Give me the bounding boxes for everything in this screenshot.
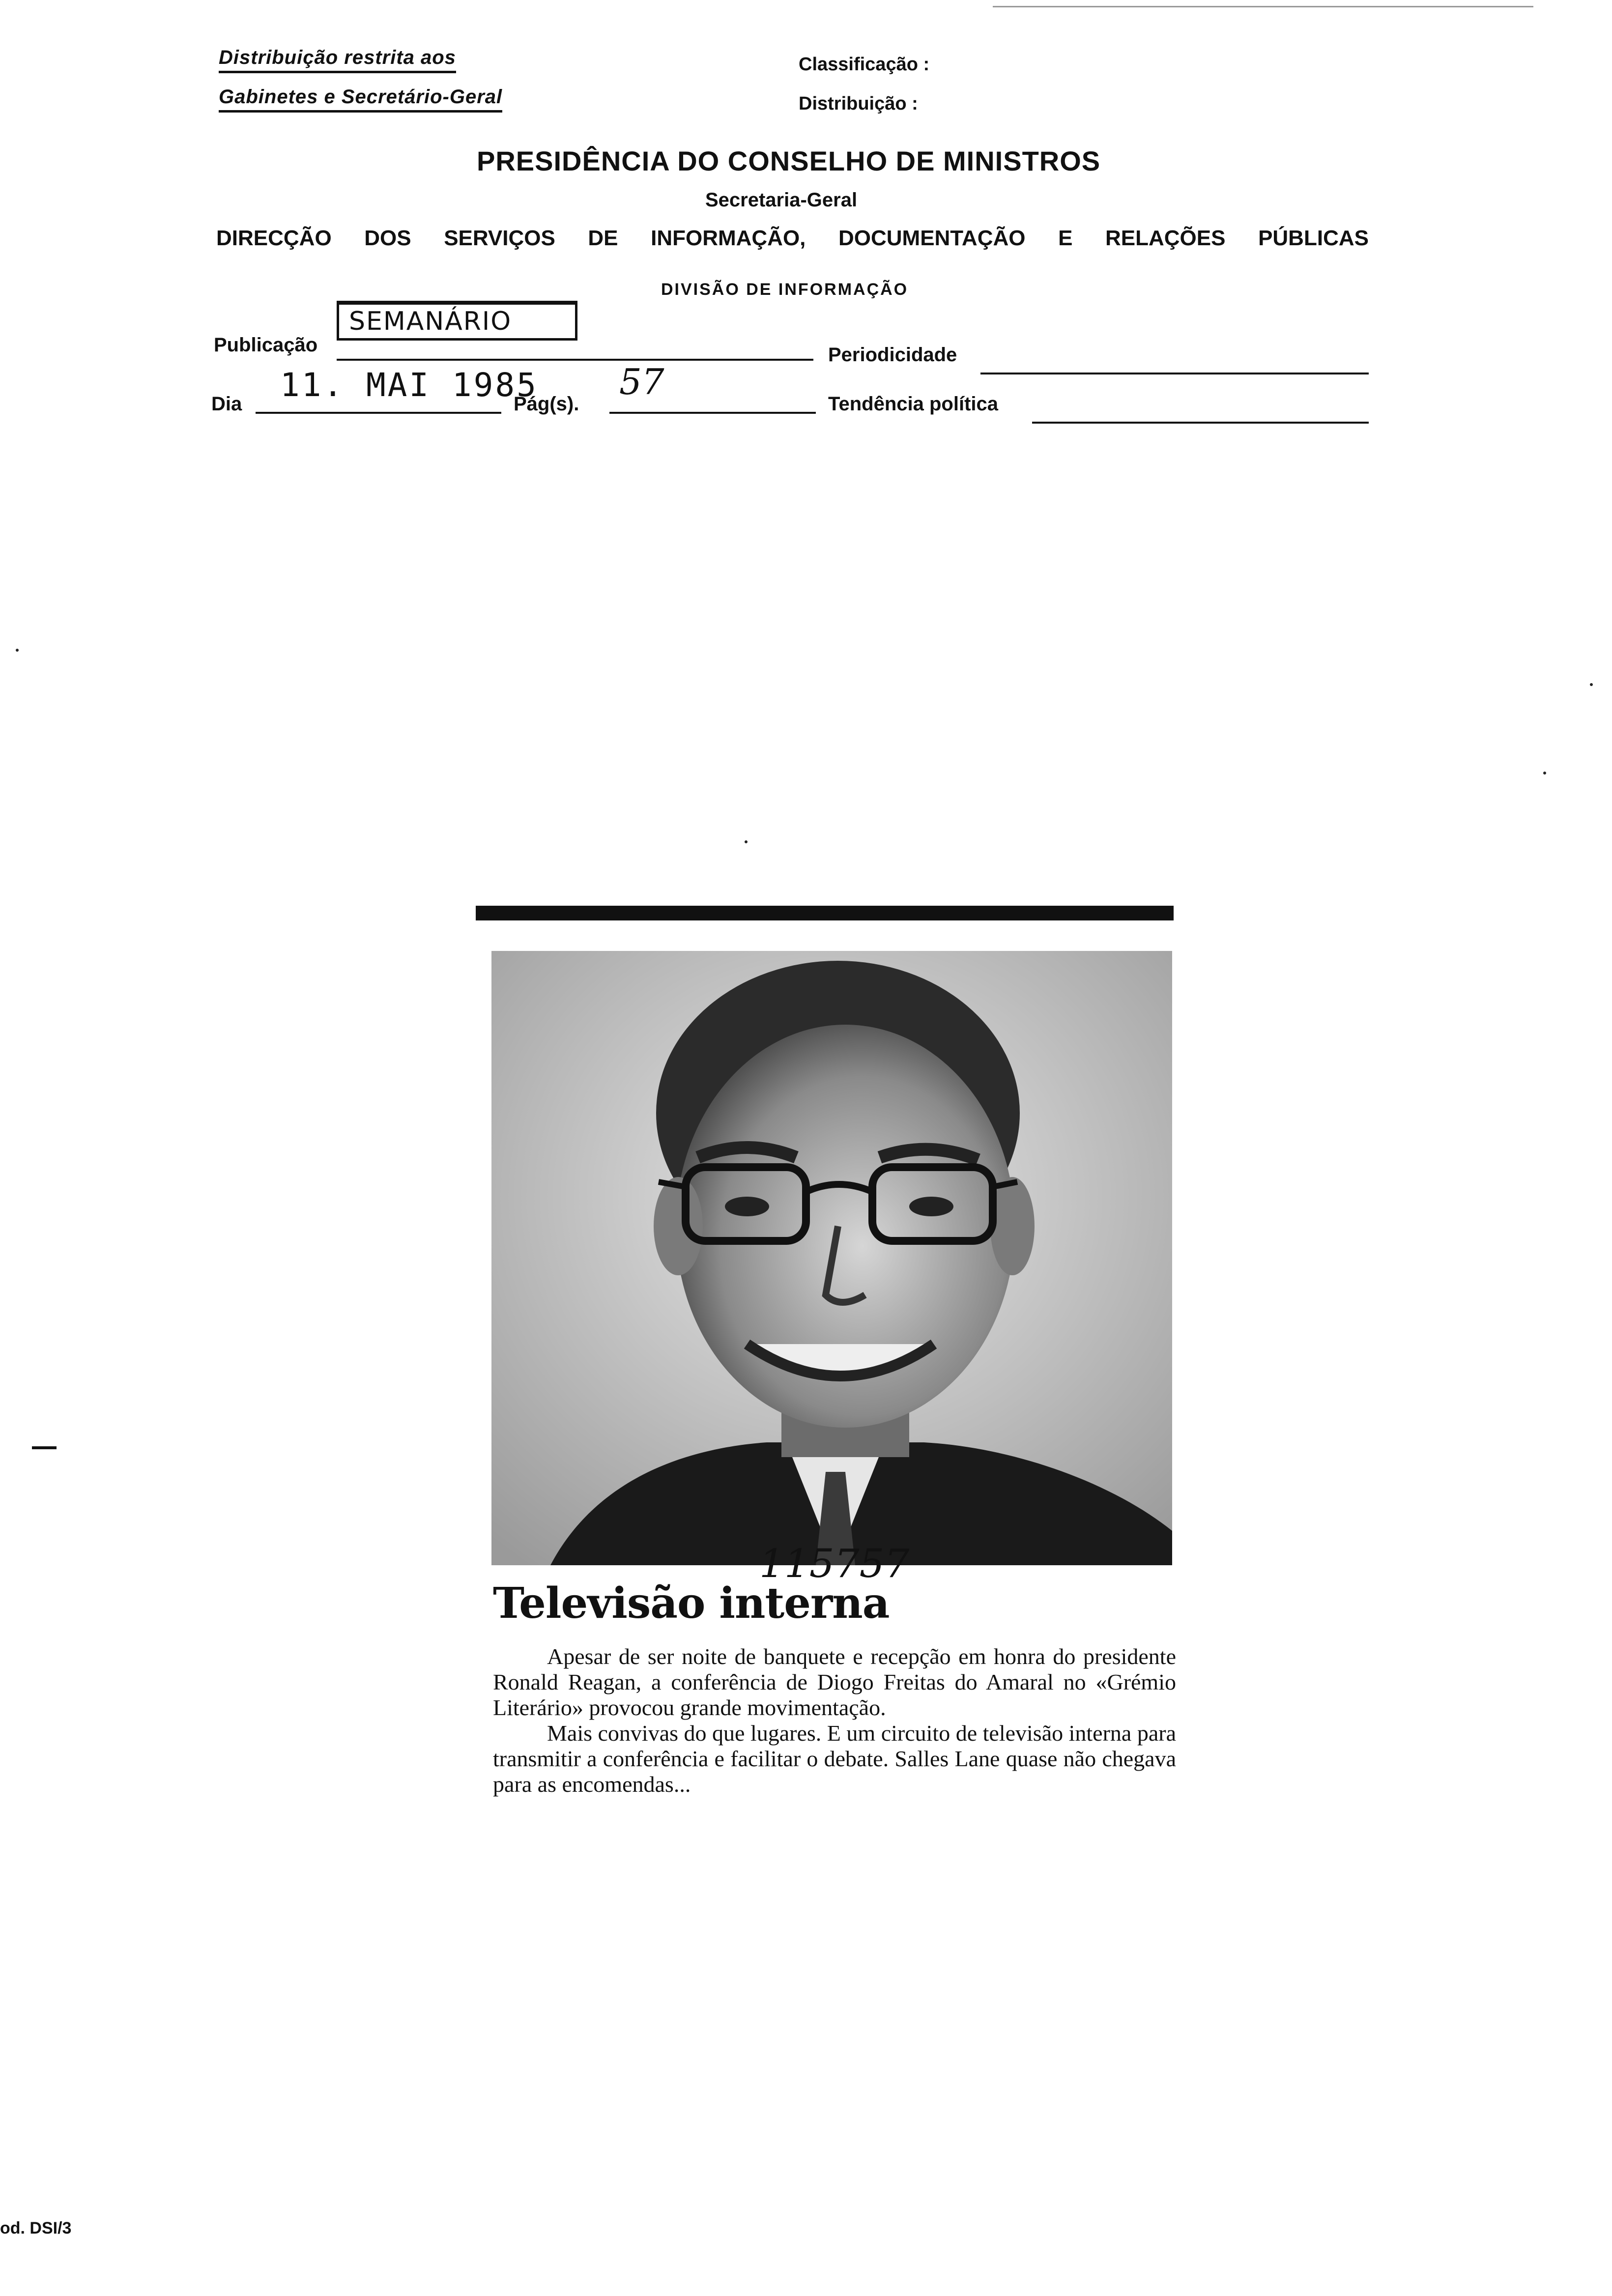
- article-headline: Televisão interna: [493, 1578, 890, 1628]
- dia-label: Dia: [211, 393, 242, 415]
- article-body: [493, 1644, 1176, 1797]
- scan-mark: [993, 6, 1533, 7]
- pags-label: Pág(s).: [514, 393, 579, 415]
- tendencia-label: Tendência política: [828, 393, 998, 415]
- direccao-word: INFORMAÇÃO,: [651, 226, 806, 250]
- divisao-label: DIVISÃO DE INFORMAÇÃO: [661, 280, 909, 299]
- pags-rule: [609, 412, 816, 414]
- portrait-illustration: [491, 951, 1172, 1565]
- classificacao-label: Classificação :: [799, 54, 930, 75]
- scan-speck: [745, 840, 748, 843]
- publicacao-label: Publicação: [214, 334, 318, 356]
- tendencia-rule: [1032, 422, 1369, 424]
- clipping-top-bar: [476, 906, 1174, 920]
- scan-speck: [16, 649, 19, 652]
- direccao-word: DE: [588, 226, 618, 250]
- distribuicao-label: Distribuição :: [799, 93, 918, 114]
- form-code: od. DSI/3: [0, 2219, 72, 2238]
- pags-handwritten: 57: [619, 361, 664, 402]
- document-title: PRESIDÊNCIA DO CONSELHO DE MINISTROS: [477, 145, 1101, 176]
- document-subtitle: Secretaria-Geral: [705, 189, 858, 211]
- portrait-photo: [491, 951, 1172, 1565]
- periodicidade-rule: [980, 373, 1369, 374]
- scan-mark: [32, 1446, 57, 1449]
- periodicidade-label: Periodicidade: [828, 344, 957, 366]
- dia-rule: [256, 412, 501, 414]
- publicacao-stamp: SEMANÁRIO: [337, 301, 577, 341]
- article-paragraph: Apesar de ser noite de banquete e recepção em honra do presidente Ronald Reagan, a conferência de Diogo Freitas do Amaral no «Grémio Literário» provocou grande movimentação.: [493, 1644, 1176, 1720]
- restricted-distribution-line1: Distribuição restrita aos: [219, 47, 456, 73]
- dia-stamp: 11. MAI 1985: [280, 366, 538, 404]
- scan-speck: [1590, 683, 1593, 686]
- direccao-line: [216, 226, 1369, 251]
- publicacao-rule: [337, 359, 813, 361]
- article-paragraph: Mais convivas do que lugares. E um circuito de televisão interna para transmitir a conferência e facilitar o debate. Salles Lane quase não chegava para as encomendas...: [493, 1721, 1176, 1797]
- direccao-word: DIRECÇÃO: [216, 226, 332, 250]
- restricted-distribution-line2: Gabinetes e Secretário-Geral: [219, 86, 502, 113]
- handwritten-note: 115757: [759, 1541, 910, 1586]
- direccao-word: SERVIÇOS: [444, 226, 555, 250]
- direccao-word: DOS: [364, 226, 411, 250]
- scan-speck: [1543, 772, 1546, 775]
- direccao-word: DOCUMENTAÇÃO: [838, 226, 1026, 250]
- direccao-word: PÚBLICAS: [1258, 226, 1369, 250]
- direccao-word: E: [1058, 226, 1073, 250]
- direccao-word: RELAÇÕES: [1105, 226, 1226, 250]
